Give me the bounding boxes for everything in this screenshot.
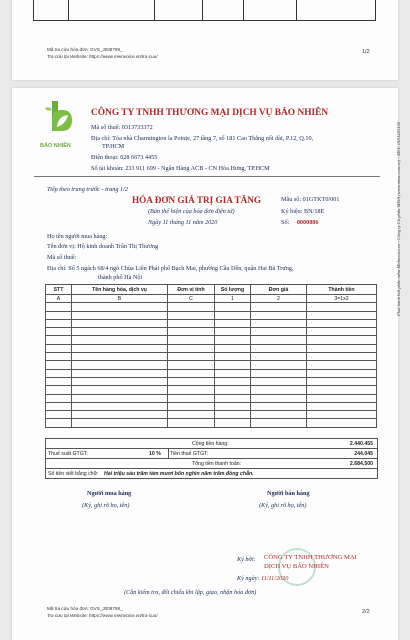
- table-cell: [215, 353, 251, 361]
- table-cell: [168, 303, 215, 311]
- col-header-amount: Thành tiền: [307, 285, 377, 295]
- logo-caption: BẢO NHIÊN: [40, 143, 71, 149]
- table-row: [46, 303, 377, 311]
- table-cell: [168, 319, 215, 327]
- amount-in-words-row: [46, 468, 377, 478]
- table-row: [46, 394, 377, 402]
- table-cell: [72, 377, 168, 385]
- code-cell: 1: [215, 295, 251, 303]
- table-cell: [251, 353, 307, 361]
- table-cell: [307, 303, 377, 311]
- signed-date-label: Ký ngày:: [237, 575, 260, 582]
- table-cell: [251, 336, 307, 344]
- page-number: 1/2: [362, 49, 370, 55]
- table-cell: [251, 419, 307, 427]
- table-cell: [168, 311, 215, 319]
- col-header-unit: Đơn vị tính: [168, 285, 215, 295]
- table-cell: [251, 386, 307, 394]
- table-cell: [307, 319, 377, 327]
- table-cell: [251, 311, 307, 319]
- table-cell: [215, 394, 251, 402]
- table-row: [46, 411, 377, 419]
- table-cell: [46, 353, 72, 361]
- table-cell: [215, 319, 251, 327]
- lookup-site: Tra cứu tại Website: https://www.meinvoice.vn/tra-cuu/: [47, 613, 158, 618]
- table-cell: [168, 336, 215, 344]
- lookup-code: Mã tra cứu hóa đơn: GVS_J008798_: [47, 606, 123, 611]
- table-cell: [215, 328, 251, 336]
- table-cell: [72, 328, 168, 336]
- table-cell: [307, 353, 377, 361]
- vat-amount-label: Tiền thuế GTGT:: [170, 451, 209, 457]
- footer-check-note: (Cần kiểm tra, đối chiếu khi lập, giao, nhận hóa đơn): [124, 589, 257, 596]
- table-row: [46, 353, 377, 361]
- table-cell: [72, 361, 168, 369]
- col-header-price: Đơn giá: [251, 285, 307, 295]
- table-cell: [307, 419, 377, 427]
- table-cell: [168, 386, 215, 394]
- company-logo-icon: [40, 100, 82, 142]
- table-code-row: [46, 295, 377, 303]
- table-row: [46, 344, 377, 352]
- table-row: [46, 402, 377, 410]
- table-cell: [46, 303, 72, 311]
- subtotal-value: 2.440.455: [349, 441, 373, 447]
- buyer-tax-code: Mã số thuế:: [47, 254, 77, 261]
- table-cell: [307, 369, 377, 377]
- table-cell: [307, 344, 377, 352]
- company-phone: Điện thoại: 028 6673 4455: [91, 154, 158, 161]
- table-cell: [251, 411, 307, 419]
- company-bank-account: Số tài khoản: 233 911 699 - Ngân Hàng ACB - CN Hòa Hưng, TP.HCM: [91, 165, 270, 172]
- grand-total-row: [46, 458, 377, 468]
- grand-total-label: Tổng tiền thanh toán:: [192, 461, 242, 467]
- invoice-page-1: [12, 0, 398, 80]
- table-cell: [72, 411, 168, 419]
- table-cell: [72, 394, 168, 402]
- buyer-sign-title: Người mua hàng: [87, 490, 132, 497]
- table-cell: [251, 402, 307, 410]
- table-cell: [72, 303, 168, 311]
- invoice-title: HÓA ĐƠN GIÁ TRỊ GIA TĂNG: [132, 195, 262, 205]
- seller-sign-note: (Ký, ghi rõ họ, tên): [259, 502, 307, 509]
- table-cell: [307, 311, 377, 319]
- table-cell: [307, 411, 377, 419]
- table-cell: [46, 328, 72, 336]
- buyer-address: Địa chỉ: Số 5 ngách 68/4 ngõ Chùa Liên Phái phố Bạch Mai, phường Cầu Dền, quận Hai Bà Trưng,: [47, 265, 294, 272]
- table-cell: [72, 369, 168, 377]
- signed-by-value: CÔNG TY TNHH THƯƠNG MẠI DỊCH VỤ BẢO NHIÊN: [264, 554, 357, 570]
- invoice-serial: Ký hiệu: BN/18E: [281, 208, 325, 215]
- vat-rate-label: Thuế suất GTGT:: [48, 451, 88, 457]
- table-cell: [72, 344, 168, 352]
- table-cell: [72, 402, 168, 410]
- table-cell: [215, 336, 251, 344]
- table-cell: [46, 419, 72, 427]
- grand-total-value: 2.684.500: [349, 461, 373, 467]
- invoice-subtitle: (Bản thể hiện của hóa đơn điện tử): [148, 208, 235, 215]
- table-cell: [168, 377, 215, 385]
- company-address-line2: TP.HCM: [102, 143, 125, 150]
- table-row: [46, 377, 377, 385]
- table-cell: [46, 369, 72, 377]
- table-cell: [215, 402, 251, 410]
- table-cell: [46, 394, 72, 402]
- table-cell: [72, 311, 168, 319]
- table-cell: [251, 394, 307, 402]
- company-address: Địa chỉ: Tòa nhà Charmington la Pointe, 27 tầng 7, số 181 Cao Thắng nối dài, P.12, Q.10,: [91, 135, 314, 142]
- table-cell: [168, 394, 215, 402]
- company-name: CÔNG TY TNHH THƯƠNG MẠI DỊCH VỤ BẢO NHIÊN: [91, 108, 329, 118]
- table-cell: [72, 386, 168, 394]
- invoice-page-2: [12, 88, 401, 640]
- buyer-sign-note: (Ký, ghi rõ họ, tên): [82, 502, 130, 509]
- words-label: Số tiền viết bằng chữ:: [48, 471, 99, 477]
- table-cell: [215, 303, 251, 311]
- table-cell: [215, 344, 251, 352]
- signed-by-label: Ký bởi:: [237, 556, 256, 563]
- table-cell: [251, 344, 307, 352]
- buyer-address-line2: thành phố Hà Nội: [98, 274, 143, 281]
- table-cell: [46, 377, 72, 385]
- table-cell: [215, 369, 251, 377]
- col-header-stt: STT: [46, 285, 72, 295]
- table-cell: [72, 353, 168, 361]
- signed-date-value: 11/11/2020: [261, 575, 289, 582]
- table-cell: [215, 419, 251, 427]
- subtotal-row: [46, 438, 377, 448]
- table-cell: [168, 419, 215, 427]
- table-row: [46, 361, 377, 369]
- table-cell: [168, 361, 215, 369]
- col-header-item: Tên hàng hóa, dịch vụ: [72, 285, 168, 295]
- table-cell: [251, 369, 307, 377]
- subtotal-label: Cộng tiền hàng:: [192, 441, 229, 447]
- invoice-form: Mẫu số: 01GTKT0/001: [281, 196, 340, 203]
- table-cell: [168, 353, 215, 361]
- table-cell: [251, 319, 307, 327]
- code-cell: B: [72, 295, 168, 303]
- table-cell: [168, 402, 215, 410]
- words-value: Hai triệu sáu trăm tám mươi bốn nghìn năm trăm đồng chẵn.: [104, 471, 254, 477]
- table-cell: [46, 336, 72, 344]
- table-cell: [307, 402, 377, 410]
- table-cell: [46, 386, 72, 394]
- table-cell: [46, 361, 72, 369]
- lookup-site: Tra cứu tại Website: https://www.meinvoice.vn/tra-cuu/: [47, 54, 158, 59]
- buyer-name: Họ tên người mua hàng:: [47, 233, 108, 240]
- table-cell: [251, 361, 307, 369]
- table-cell: [46, 344, 72, 352]
- table-cell: [72, 336, 168, 344]
- table-cell: [168, 411, 215, 419]
- table-cell: [251, 377, 307, 385]
- code-cell: 3=1x2: [307, 295, 377, 303]
- company-tax-code: Mã số thuế: 0313733372: [91, 124, 153, 131]
- table-row: [46, 328, 377, 336]
- vertical-publisher-text: Phát hành bởi phần mềm MeInvoice.vn - Công ty Cổ phần MISA (www.misa.com.vn) - MST: 0101243150: [396, 121, 401, 316]
- code-cell: C: [168, 295, 215, 303]
- invoice-date: Ngày 11 tháng 11 năm 2020: [148, 219, 218, 226]
- table-cell: [215, 311, 251, 319]
- table-cell: [215, 361, 251, 369]
- lookup-code: Mã tra cứu hóa đơn: GVS_J008798_: [47, 47, 123, 52]
- table-row: [46, 419, 377, 427]
- code-cell: A: [46, 295, 72, 303]
- totals-block: [45, 438, 378, 479]
- table-cell: [307, 328, 377, 336]
- table-row: [46, 311, 377, 319]
- table-cell: [307, 377, 377, 385]
- table-cell: [307, 386, 377, 394]
- table-cell: [72, 419, 168, 427]
- vat-amount-value: 244.045: [354, 451, 373, 457]
- table-row: [46, 319, 377, 327]
- table-cell: [215, 386, 251, 394]
- table-cell: [46, 402, 72, 410]
- table-cell: [251, 328, 307, 336]
- table-cell: [168, 328, 215, 336]
- header-divider: [34, 176, 380, 177]
- table-header-row: [46, 285, 377, 295]
- seller-sign-title: Người bán hàng: [267, 490, 310, 497]
- table-cell: [307, 336, 377, 344]
- invoice-number: 0000886: [296, 219, 319, 226]
- page1-table-stub: [33, 0, 376, 21]
- table-cell: [46, 319, 72, 327]
- table-cell: [307, 361, 377, 369]
- buyer-unit: Tên đơn vị: Hộ kinh doanh Trần Thị Thương: [47, 243, 159, 250]
- table-cell: [251, 303, 307, 311]
- continuation-note: Tiếp theo trang trước - trang 1/2: [47, 186, 128, 193]
- code-cell: 2: [251, 295, 307, 303]
- table-cell: [46, 311, 72, 319]
- table-row: [46, 336, 377, 344]
- table-cell: [307, 394, 377, 402]
- table-cell: [46, 411, 72, 419]
- invoice-number-label: Số:: [281, 219, 290, 226]
- vat-rate-value: 10 %: [149, 451, 161, 457]
- table-cell: [72, 319, 168, 327]
- items-table: [45, 284, 377, 428]
- vat-row: [46, 448, 377, 458]
- table-row: [46, 386, 377, 394]
- table-cell: [215, 377, 251, 385]
- table-cell: [168, 369, 215, 377]
- page-number: 2/2: [362, 609, 370, 615]
- table-cell: [168, 344, 215, 352]
- table-cell: [215, 411, 251, 419]
- col-header-qty: Số lượng: [215, 285, 251, 295]
- table-row: [46, 369, 377, 377]
